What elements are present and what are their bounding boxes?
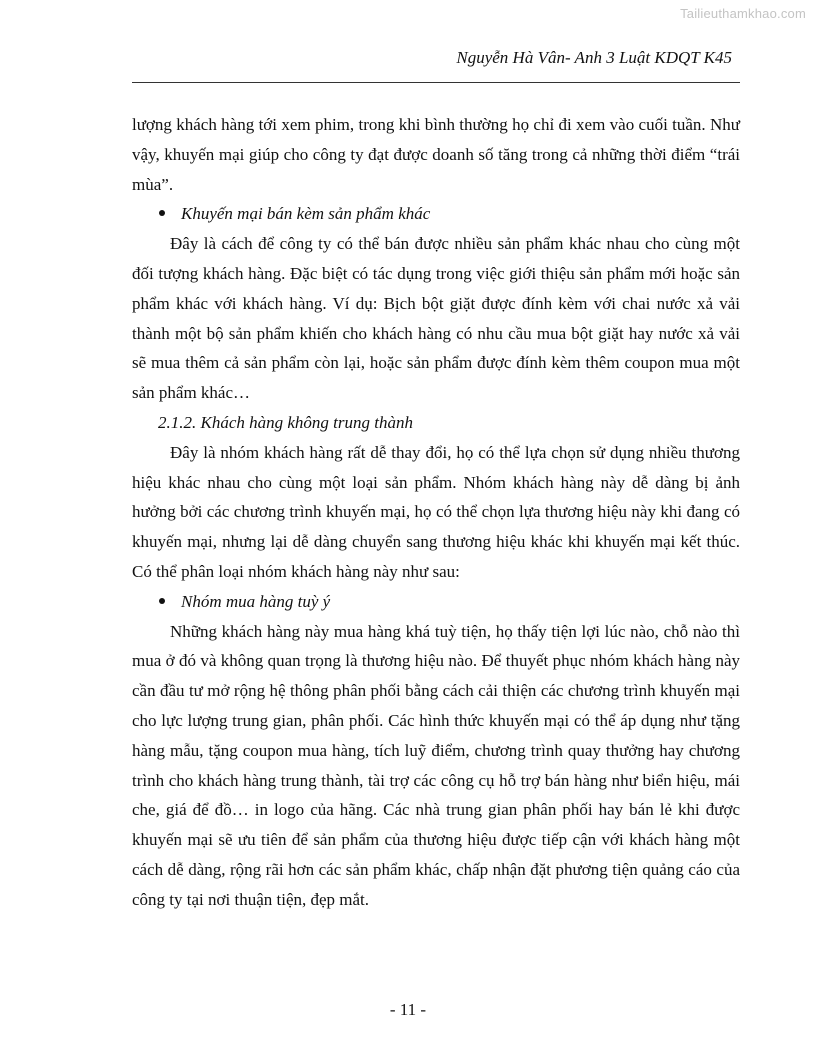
- bullet-icon: [159, 598, 165, 604]
- page-number: - 11 -: [389, 1000, 427, 1019]
- paragraph-disloyal-customers: Đây là nhóm khách hàng rất dễ thay đổi, họ có thể lựa chọn sử dụng nhiều thương hiệu khác nhau cho cùng một loại sản phẩm. Nhóm khách hàng này dễ dàng bị ảnh hưởng bởi các chương trình khuyến mại, họ có thể chọn lựa thương hiệu này khi đang có khuyến mại, nhưng lại dễ dàng chuyển sang thương hiệu khác khi khuyến mại kết thúc. Có thể phân loại nhóm khách hàng này như sau:: [132, 442, 740, 581]
- paragraph-continuation: lượng khách hàng tới xem phim, trong khi bình thường họ chỉ đi xem vào cuối tuần. Như vậy, khuyến mại giúp cho công ty đạt được doanh số tăng trong cả những thời điểm “trái mùa”.: [132, 115, 740, 194]
- paragraph-random-buyers: Những khách hàng này mua hàng khá tuỳ tiện, họ thấy tiện lợi lúc nào, chỗ nào thì mua ở đó và không quan trọng là thương hiệu nào. Để thuyết phục nhóm khách hàng này cần đầu tư mở rộng hệ thông phân phối bằng cách cải thiện các chương trình khuyến mại cho lực lượng trung gian, phân phối. Các hình thức khuyến mại có thể áp dụng như tặng hàng mẫu, tặng coupon mua hàng, tích luỹ điểm, chương trình quay thưởng hay chương trình cho khách hàng trung thành, tài trợ các công cụ hỗ trợ bán hàng như biển hiệu, mái che, giá để đồ… in logo của hãng. Các nhà trung gian phân phối hay bán lẻ khi được khuyến mại sẽ ưu tiên để sản phẩm của thương hiệu được tiếp cận với khách hàng một cách dễ dàng, rộng rãi hơn các sản phẩm khác, chấp nhận đặt phương tiện quảng cáo của công ty tại nơi thuận tiện, đẹp mắt.: [132, 621, 740, 909]
- section-heading-2-1-2: 2.1.2. Khách hàng không trung thành: [158, 412, 413, 432]
- bullet-label: Khuyến mại bán kèm sản phẩm khác: [181, 204, 431, 224]
- document-body: [132, 110, 740, 915]
- bullet-label: Nhóm mua hàng tuỳ ý: [181, 591, 331, 611]
- bullet-item-random-buyers: [132, 587, 740, 617]
- page-header-title: Nguyễn Hà Vân- Anh 3 Luật KDQT K45: [456, 48, 732, 67]
- header-divider: [132, 82, 740, 83]
- bullet-item-bundled-promotion: [132, 199, 740, 229]
- watermark: Tailieuthamkhao.com: [680, 6, 806, 21]
- bullet-icon: [159, 210, 165, 216]
- paragraph-bundled-promotion: Đây là cách để công ty có thể bán được nhiều sản phẩm khác nhau cho cùng một đối tượng khách hàng. Đặc biệt có tác dụng trong việc giới thiệu sản phẩm mới hoặc sản phẩm khác với khách hàng. Ví dụ: Bịch bột giặt được đính kèm với chai nước xả vải thành một bộ sản phẩm khiến cho khách hàng có nhu cầu mua bột giặt hay nước xả vải sẽ mua thêm cả sản phẩm còn lại, hoặc sản phẩm được đính kèm thêm coupon mua một sản phẩm khác…: [132, 234, 740, 403]
